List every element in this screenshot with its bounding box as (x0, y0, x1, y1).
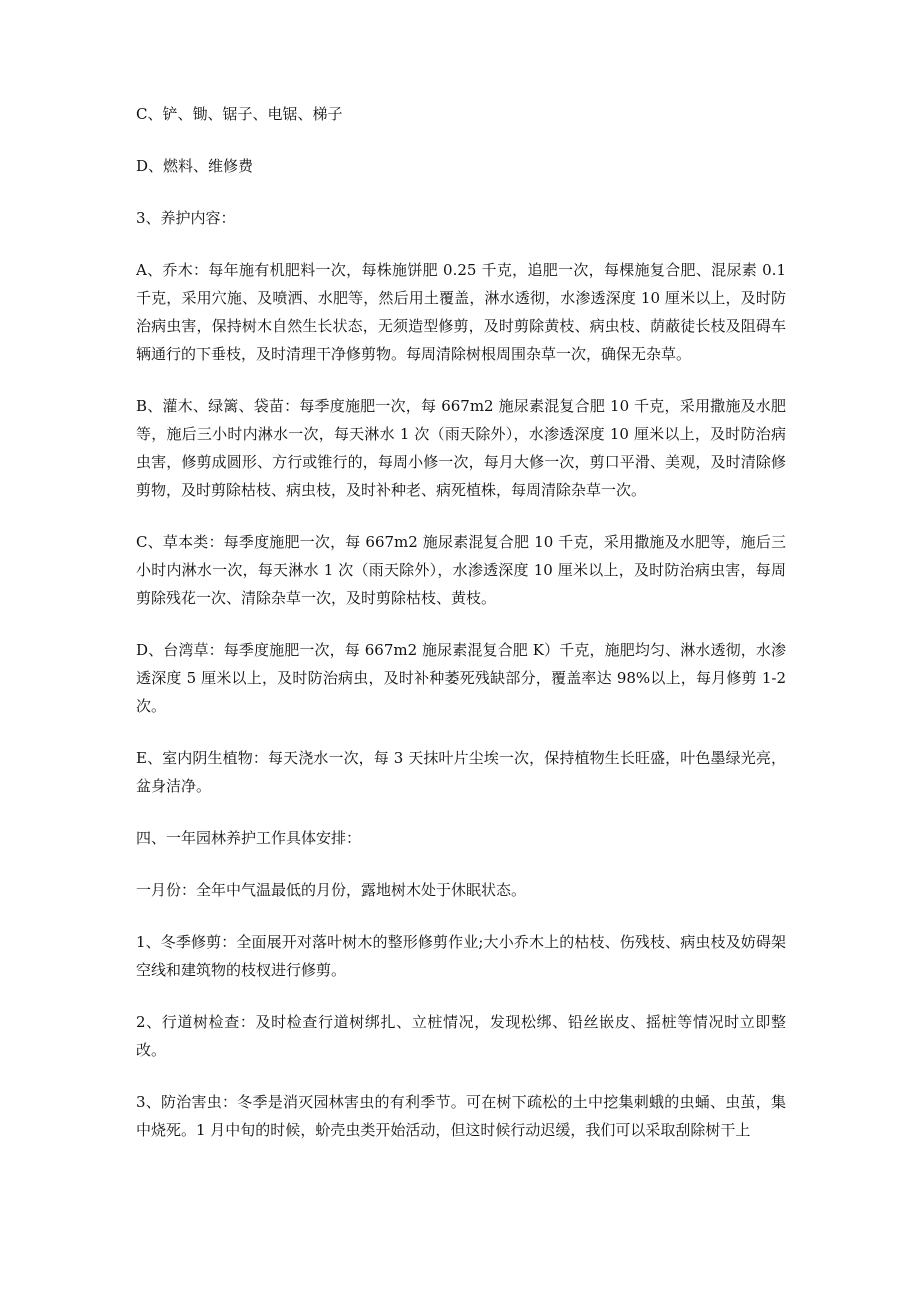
document-page (136, 100, 786, 1168)
paragraph-pest-control: 3、防治害虫：冬季是消灭园林害虫的有利季节。可在树下疏松的土中挖集刺蛾的虫蛹、虫茧，集中烧死。1 月中旬的时候，蚧壳虫类开始活动，但这时候行动迟缓，我们可以采取刮除树干上 (136, 1093, 786, 1139)
paragraph-indoor-plants: E、室内阴生植物：每天浇水一次，每 3 天抹叶片尘埃一次，保持植物生长旺盛，叶色墨绿光亮，盆身洁净。 (136, 749, 786, 795)
paragraph-fuel-d: D、燃料、维修费 (136, 157, 254, 175)
paragraph-street-tree-check: 2、行道树检查：及时检查行道树绑扎、立桩情况，发现松绑、铅丝嵌皮、摇桩等情况时立即整改。 (136, 1013, 786, 1059)
paragraph-herbaceous: C、草本类：每季度施肥一次，每 667m2 施尿素混复合肥 10 千克，采用撒施及水肥等，施后三小时内淋水一次，每天淋水 1 次（雨天除外），水渗透深度 10 厘米以上，及时防治病虫害，每周剪除残花一次、清除杂草一次，及时剪除枯枝、黄枝。 (136, 533, 786, 607)
paragraph-tools-c: C、铲、锄、锯子、电锯、梯子 (136, 105, 343, 123)
section-heading-annual-schedule: 四、一年园林养护工作具体安排： (136, 829, 362, 847)
section-heading-maintenance-content: 3、养护内容： (136, 209, 236, 227)
paragraph-winter-pruning: 1、冬季修剪：全面展开对落叶树木的整形修剪作业;大小乔木上的枯枝、伤残枝、病虫枝及妨碍架空线和建筑物的枝杈进行修剪。 (136, 933, 786, 979)
paragraph-taiwan-grass: D、台湾草：每季度施肥一次，每 667m2 施尿素混复合肥 K）千克，施肥均匀、淋水透彻，水渗透深度 5 厘米以上，及时防治病虫，及时补种萎死残缺部分，覆盖率达 98%以上，每月修剪 1-2 次。 (136, 641, 786, 715)
paragraph-trees: A、乔木：每年施有机肥料一次，每株施饼肥 0.25 千克，追肥一次，每棵施复合肥、混尿素 0.1 千克，采用穴施、及喷洒、水肥等，然后用土覆盖，淋水透彻，水渗透深度 10 厘米以上，及时防治病虫害，保持树木自然生长状态，无须造型修剪，及时剪除黄枝、病虫枝、荫蔽徒长枝及阻碍车辆通行的下垂枝，及时清理干净修剪物。每周清除树根周围杂草一次，确保无杂草。 (136, 261, 786, 363)
paragraph-january: 一月份：全年中气温最低的月份，露地树木处于休眠状态。 (136, 881, 527, 899)
paragraph-shrubs: B、灌木、绿篱、袋苗：每季度施肥一次，每 667m2 施尿素混复合肥 10 千克，采用撒施及水肥等，施后三小时内淋水一次，每天淋水 1 次（雨天除外），水渗透深度 10 厘米以上，及时防治病虫害，修剪成圆形、方行或锥行的，每周小修一次，每月大修一次，剪口平滑、美观，及时清除修剪物，及时剪除枯枝、病虫枝，及时补种老、病死植株，每周清除杂草一次。 (136, 397, 786, 499)
